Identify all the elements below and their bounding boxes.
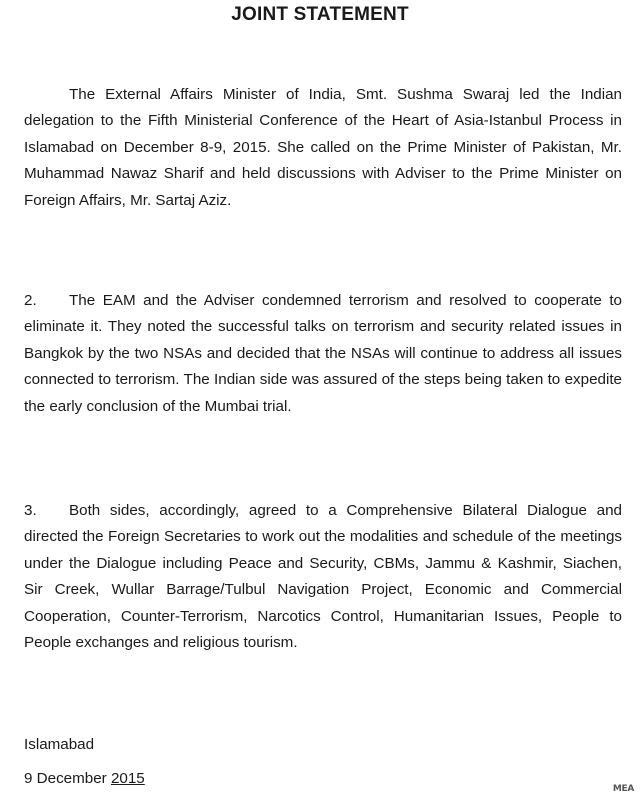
paragraph-3 (24, 498, 622, 656)
paragraph-1: The External Affairs Minister of India, Smt. Sushma Swaraj led the Indian delegation to the Fifth Ministerial Conference of the Heart of Asia-Istanbul Process in Islamabad on December 8-9, 2015. She called on the Prime Minister of Pakistan, Mr. Muhammad Nawaz Sharif and held discussions with Adviser to the Prime Minister on Foreign Affairs, Mr. Sartaj Aziz. (24, 86, 622, 209)
document-title: JOINT STATEMENT (231, 4, 409, 25)
source-watermark: MEA (612, 784, 634, 794)
signing-date (24, 770, 145, 787)
paragraph-3-text: Both sides, accordingly, agreed to a Comprehensive Bilateral Dialogue and directed the Foreign Secretaries to work out the modalities and schedule of the meetings under the Dialogue including Peace and Security, CBMs, Jammu & Kashmir, Siachen, Sir Creek, Wullar Barrage/Tulbul Navigation Project, Economic and Commercial Cooperation, Counter-Terrorism, Narcotics Control, Humanitarian Issues, People to People exchanges and religious tourism. (24, 502, 622, 652)
paragraph-2-text: The EAM and the Adviser condemned terrorism and resolved to cooperate to eliminate it. They noted the successful talks on terrorism and security related issues in Bangkok by the two NSAs and decided that the NSAs will continue to address all issues connected to terrorism. The Indian side was assured of the steps being taken to expedite the early conclusion of the Mumbai trial. (24, 292, 622, 415)
signing-date-year: 2015 (110, 770, 145, 787)
paragraph-2 (24, 288, 622, 420)
signing-place: Islamabad (24, 736, 95, 753)
paragraph-2-number: 2. (24, 292, 37, 309)
paragraph-3-number: 3. (24, 502, 37, 519)
signing-date-day-month: 9 December (24, 770, 107, 787)
